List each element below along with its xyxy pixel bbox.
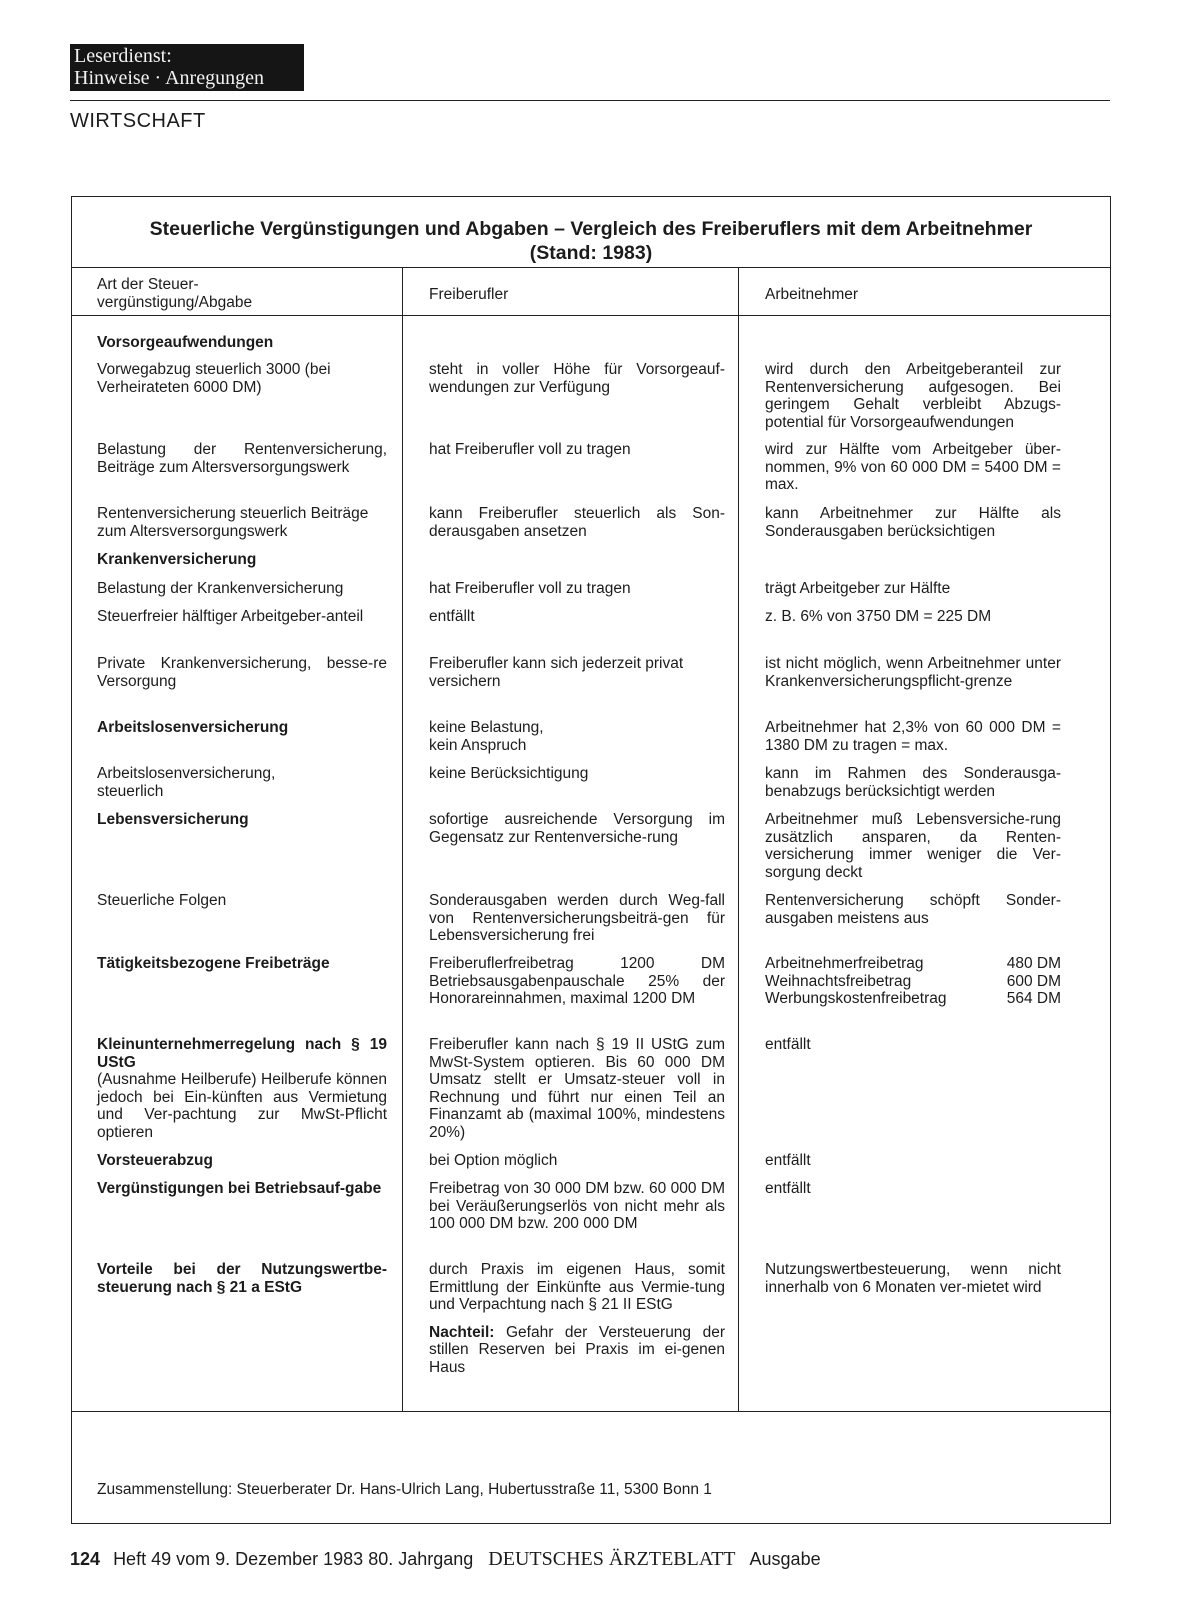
row-arbeitnehmer-cell: Nutzungswertbesteuerung, wenn nicht innerhalb von 6 Monaten ver-mietet wird [765, 1261, 1061, 1296]
allowance-value: 480 DM [1006, 955, 1061, 972]
edition-label: Ausgabe [749, 1549, 821, 1569]
row-freiberufler-cell: entfällt [429, 608, 475, 625]
row-type-cell: Steuerfreier hälftiger Arbeitgeber-anteil [97, 608, 364, 625]
section-badge [70, 44, 304, 91]
row-arbeitnehmer-cell: Arbeitnehmer muß Lebensversiche-rung zusätzlich ansparen, da Renten-versicherung immer weniger die Ver-sorgung deckt [765, 811, 1061, 881]
row-type-cell: Steuerliche Folgen [97, 892, 227, 909]
row-freiberufler-cell: sofortige ausreichende Versorgung im Gegensatz zur Rentenversiche-rung [429, 811, 725, 846]
table-title [72, 217, 1110, 265]
row-type-cell: Arbeitslosenversicherung, steuerlich [97, 765, 276, 800]
column-header-arbeitnehmer: Arbeitnehmer [765, 286, 859, 303]
allowance-item [765, 973, 1061, 991]
drawback-text: Gefahr der Versteuerung der stillen Reserven bei Praxis im ei-genen Haus [429, 1323, 725, 1376]
row-type-cell: Vorsorgeaufwendungen [97, 334, 274, 351]
row-freiberufler-cell: hat Freiberufler voll zu tragen [429, 441, 631, 458]
column-divider-1 [402, 267, 403, 1411]
row-arbeitnehmer-cell: Arbeitnehmer hat 2,3% von 60 000 DM = 1380 DM zu tragen = max. [765, 719, 1061, 754]
row-arbeitnehmer-cell: z. B. 6% von 3750 DM = 225 DM [765, 608, 992, 625]
row-arbeitnehmer-cell: entfällt [765, 1152, 811, 1169]
row-freiberufler-cell: Sonderausgaben werden durch Weg-fall von Rentenversicherungsbeiträ-gen für Lebensversicherung frei [429, 892, 725, 944]
row-freiberufler-cell: kann Freiberufler steuerlich als Son-derausgaben ansetzen [429, 505, 725, 540]
journal-name: DEUTSCHES ÄRZTEBLATT [488, 1548, 736, 1570]
row-freiberufler-cell: bei Option möglich [429, 1152, 558, 1169]
row-freiberufler-cell: steht in voller Höhe für Vorsorgeauf-wendungen zur Verfügung [429, 361, 725, 396]
column-divider-2 [738, 267, 739, 1411]
row-arbeitnehmer-cell: wird durch den Arbeitgeberanteil zur Rentenversicherung aufgesogen. Bei geringem Gehalt verbleibt Abzugs-potential für Vorsorgeaufwendungen [765, 361, 1061, 431]
row-arbeitnehmer-cell: entfällt [765, 1036, 811, 1053]
page-footer [70, 1548, 821, 1571]
row-type-cell: Private Krankenversicherung, besse-re Versorgung [97, 655, 387, 690]
badge-line-1: Leserdienst: [74, 45, 172, 67]
body-bottom-divider [72, 1411, 1110, 1412]
table-credit: Zusammenstellung: Steuerberater Dr. Hans-Ulrich Lang, Hubertusstraße 11, 5300 Bonn 1 [97, 1481, 712, 1498]
top-rule [70, 100, 1110, 101]
row-freiberufler-cell: keine Berücksichtigung [429, 765, 589, 782]
column-header-type-line-1: Art der Steuer- [97, 276, 199, 293]
row-type-cell: Vorwegabzug steuerlich 3000 (bei Verheirateten 6000 DM) [97, 361, 331, 396]
row-type-cell: Vorsteuerabzug [97, 1152, 213, 1169]
row-type-cell: Lebensversicherung [97, 811, 249, 828]
row-type-cell [97, 1036, 387, 1141]
allowance-item [765, 955, 1061, 973]
table-title-line-1: Steuerliche Vergünstigungen und Abgaben – Vergleich des Freiberuflers mit dem Arbeitnehmer [149, 218, 1033, 240]
row-arbeitnehmer-cell: Rentenversicherung schöpft Sonder-ausgaben meistens aus [765, 892, 1061, 927]
drawback-note [429, 1324, 725, 1377]
column-header-type-line-2: vergünstigung/Abgabe [97, 294, 253, 311]
row-freiberufler-cell: hat Freiberufler voll zu tragen [429, 580, 631, 597]
section-title: WIRTSCHAFT [70, 110, 206, 132]
drawback-label: Nachteil: [429, 1323, 495, 1341]
allowance-item [765, 990, 1061, 1008]
row-type-cell: Vergünstigungen bei Betriebsauf-gabe [97, 1180, 382, 1197]
row-type-cell: Arbeitslosenversicherung [97, 719, 289, 736]
row-type-cell: Vorteile bei der Nutzungswertbe-steuerung nach § 21 a EStG [97, 1261, 387, 1296]
page-number: 124 [70, 1549, 101, 1569]
table-title-line-2: (Stand: 1983) [529, 242, 653, 264]
column-header-freiberufler: Freiberufler [429, 286, 509, 303]
header-divider [72, 315, 1110, 316]
row-arbeitnehmer-cell: ist nicht möglich, wenn Arbeitnehmer unter Krankenversicherungspflicht-grenze [765, 655, 1061, 690]
comparison-table [71, 196, 1111, 1524]
allowance-label: Arbeitnehmerfreibetrag [765, 955, 924, 972]
allowance-label: Weihnachtsfreibetrag [765, 972, 912, 990]
row-type-cell: Tätigkeitsbezogene Freibeträge [97, 955, 330, 972]
allowance-label: Werbungskostenfreibetrag [765, 990, 947, 1007]
column-header-type [97, 276, 252, 312]
row-freiberufler-cell: keine Belastung, kein Anspruch [429, 719, 544, 754]
title-divider [72, 267, 1110, 268]
row-type-cell: Belastung der Krankenversicherung [97, 580, 344, 597]
row-arbeitnehmer-cell: trägt Arbeitgeber zur Hälfte [765, 580, 951, 597]
row-arbeitnehmer-cell: entfällt [765, 1180, 811, 1197]
allowance-list [765, 955, 1061, 1008]
badge-line-2: Hinweise · Anregungen [74, 67, 264, 89]
allowance-value: 600 DM [1006, 972, 1061, 990]
row-type-bold: Kleinunternehmerregelung nach § 19 UStG [97, 1036, 387, 1071]
row-freiberufler-text: durch Praxis im eigenen Haus, somit Ermittlung der Einkünfte aus Vermie-tung und Verpachtung nach § 21 II EStG [429, 1261, 725, 1313]
row-type-cell: Rentenversicherung steuerlich Beiträge zum Altersversorgungswerk [97, 505, 369, 540]
row-freiberufler-cell [429, 1261, 725, 1376]
row-arbeitnehmer-cell: kann im Rahmen des Sonderausga-benabzugs berücksichtigt werden [765, 765, 1061, 800]
row-type-cell: Krankenversicherung [97, 551, 257, 568]
row-arbeitnehmer-cell: wird zur Hälfte vom Arbeitgeber über-nommen, 9% von 60 000 DM = 5400 DM = max. [765, 441, 1061, 493]
row-type-note: (Ausnahme Heilberufe) Heilberufe können jedoch bei Ein-künften aus Vermietung und Ver-pachtung zur MwSt-Pflicht optieren [97, 1071, 387, 1141]
row-freiberufler-cell: Freibetrag von 30 000 DM bzw. 60 000 DM bei Veräußerungserlös von nicht mehr als 100 000 DM bzw. 200 000 DM [429, 1180, 725, 1232]
row-type-cell: Belastung der Rentenversicherung, Beiträge zum Altersversorgungswerk [97, 441, 387, 476]
row-freiberufler-cell: Freiberuflerfreibetrag 1200 DM Betriebsausgabenpauschale 25% der Honorareinnahmen, maximal 1200 DM [429, 955, 725, 1007]
row-arbeitnehmer-cell: kann Arbeitnehmer zur Hälfte als Sonderausgaben berücksichtigen [765, 505, 1061, 540]
allowance-value: 564 DM [1006, 990, 1061, 1007]
row-freiberufler-cell: Freiberufler kann sich jederzeit privat versichern [429, 655, 684, 690]
row-freiberufler-cell: Freiberufler kann nach § 19 II UStG zum MwSt-System optieren. Bis 60 000 DM Umsatz stellt er Umsatz-steuer voll in Rechnung und führt nur einen Teil an Finanzamt ab (maximal 100%, mindestens 20%) [429, 1036, 725, 1141]
issue-info: Heft 49 vom 9. Dezember 1983 80. Jahrgang [113, 1549, 474, 1569]
